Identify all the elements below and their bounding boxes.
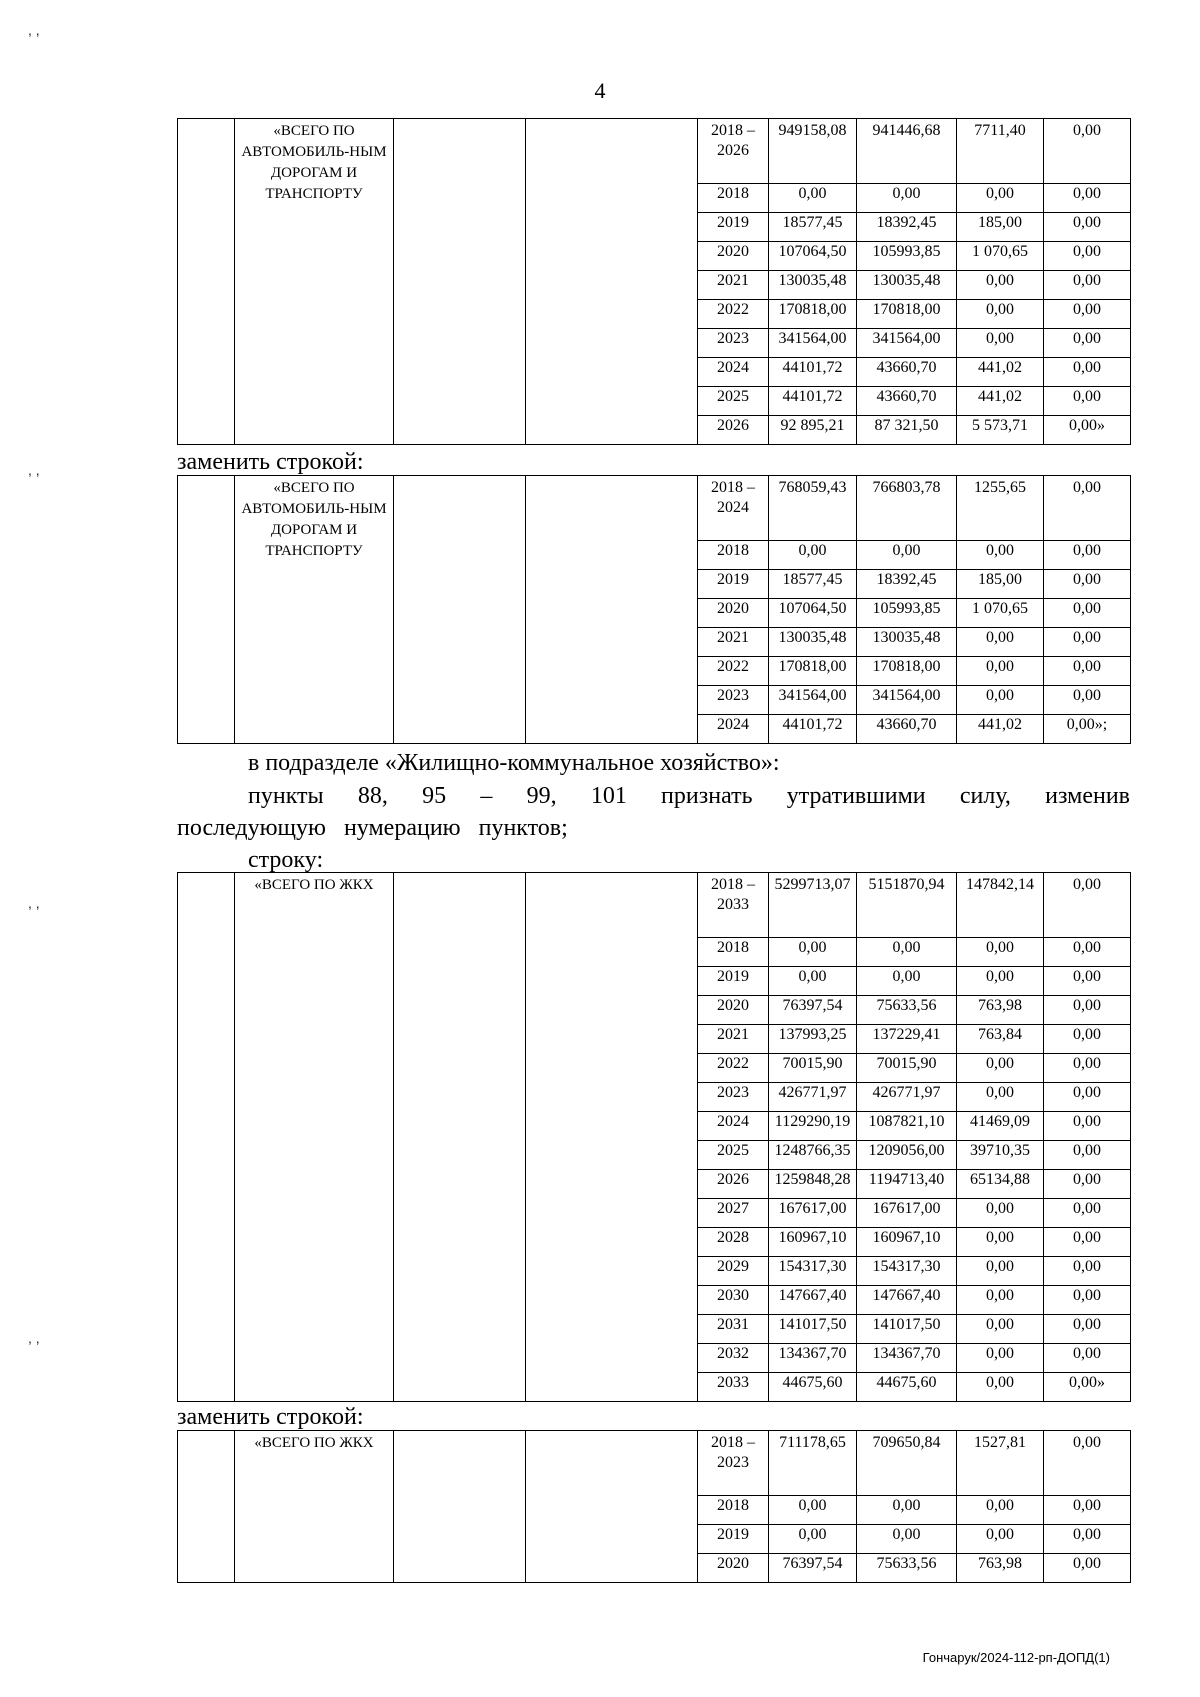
value-cell: 341564,00 bbox=[857, 686, 957, 715]
value-cell: 0,00 bbox=[1044, 329, 1131, 358]
value-cell: 0,00 bbox=[857, 541, 957, 570]
value-cell: 0,00 bbox=[1044, 184, 1131, 213]
value-cell: 0,00 bbox=[1044, 1228, 1131, 1257]
empty-cell bbox=[394, 873, 526, 1402]
value-cell: 0,00 bbox=[1044, 1315, 1131, 1344]
value-cell: 134367,70 bbox=[857, 1344, 957, 1373]
value-cell: 170818,00 bbox=[857, 657, 957, 686]
value-cell: 766803,78 bbox=[857, 476, 957, 541]
empty-cell bbox=[526, 873, 698, 1402]
year-cell: 2023 bbox=[698, 329, 769, 358]
value-cell: 0,00 bbox=[957, 1525, 1044, 1554]
value-cell: 0,00 bbox=[1044, 1286, 1131, 1315]
value-cell: 0,00 bbox=[957, 329, 1044, 358]
value-cell: 75633,56 bbox=[857, 996, 957, 1025]
year-cell: 2030 bbox=[698, 1286, 769, 1315]
points-paragraph bbox=[177, 780, 1130, 844]
empty-cell bbox=[394, 119, 526, 445]
year-cell: 2018 bbox=[698, 1496, 769, 1525]
value-cell: 160967,10 bbox=[857, 1228, 957, 1257]
year-cell: 2022 bbox=[698, 300, 769, 329]
year-cell: 2018 bbox=[698, 541, 769, 570]
financing-table bbox=[177, 872, 1131, 1402]
value-cell: 426771,97 bbox=[857, 1083, 957, 1112]
table-row bbox=[178, 119, 1131, 184]
empty-cell bbox=[526, 1431, 698, 1583]
year-cell: 2022 bbox=[698, 1054, 769, 1083]
year-cell: 2020 bbox=[698, 1554, 769, 1583]
value-cell: 0,00 bbox=[1044, 541, 1131, 570]
row-title-text: «ВСЕГО ПО АВТОМОБИЛЬ-НЫМ ДОРОГАМ И ТРАНСПОРТУ bbox=[241, 123, 387, 202]
value-cell: 0,00» bbox=[1044, 416, 1131, 445]
year-cell: 2018 bbox=[698, 938, 769, 967]
value-cell: 0,00 bbox=[957, 184, 1044, 213]
value-cell: 1 070,65 bbox=[957, 599, 1044, 628]
year-cell: 2019 bbox=[698, 1525, 769, 1554]
value-cell: 147667,40 bbox=[857, 1286, 957, 1315]
value-cell: 43660,70 bbox=[857, 715, 957, 744]
table-row bbox=[178, 1431, 1131, 1496]
value-cell: 130035,48 bbox=[769, 628, 857, 657]
number-cell bbox=[178, 1431, 235, 1583]
year-cell: 2024 bbox=[698, 1112, 769, 1141]
value-cell: 0,00 bbox=[1044, 387, 1131, 416]
value-cell: 341564,00 bbox=[769, 686, 857, 715]
value-cell: 0,00 bbox=[857, 938, 957, 967]
value-cell: 0,00 bbox=[1044, 1554, 1131, 1583]
value-cell: 92 895,21 bbox=[769, 416, 857, 445]
table-roads-new bbox=[177, 475, 1130, 744]
value-cell: 0,00 bbox=[1044, 873, 1131, 938]
value-cell: 170818,00 bbox=[769, 657, 857, 686]
value-cell: 18577,45 bbox=[769, 213, 857, 242]
value-cell: 0,00 bbox=[957, 1496, 1044, 1525]
value-cell: 0,00»; bbox=[1044, 715, 1131, 744]
value-cell: 0,00 bbox=[769, 938, 857, 967]
value-cell: 0,00 bbox=[957, 1083, 1044, 1112]
value-cell: 137229,41 bbox=[857, 1025, 957, 1054]
replace-heading-2: заменить строкой: bbox=[177, 1404, 364, 1430]
value-cell: 41469,09 bbox=[957, 1112, 1044, 1141]
value-cell: 0,00 bbox=[857, 184, 957, 213]
value-cell: 0,00 bbox=[957, 657, 1044, 686]
value-cell: 0,00 bbox=[1044, 1170, 1131, 1199]
value-cell: 0,00 bbox=[1044, 938, 1131, 967]
value-cell: 0,00 bbox=[857, 1496, 957, 1525]
value-cell: 0,00 bbox=[957, 1054, 1044, 1083]
value-cell: 76397,54 bbox=[769, 996, 857, 1025]
year-cell: 2019 bbox=[698, 570, 769, 599]
row-label: строку: bbox=[248, 847, 324, 873]
value-cell: 949158,08 bbox=[769, 119, 857, 184]
value-cell: 44675,60 bbox=[857, 1373, 957, 1402]
row-title bbox=[235, 119, 394, 445]
value-cell: 441,02 bbox=[957, 358, 1044, 387]
value-cell: 0,00 bbox=[957, 1344, 1044, 1373]
page-number: 4 bbox=[594, 78, 606, 103]
value-cell: 0,00 bbox=[1044, 686, 1131, 715]
value-cell: 0,00 bbox=[1044, 1496, 1131, 1525]
value-cell: 0,00 bbox=[1044, 1431, 1131, 1496]
value-cell: 0,00 bbox=[1044, 1525, 1131, 1554]
footer-reference: Гончарук/2024-112-рп-ДОПД(1) bbox=[922, 1650, 1110, 1665]
value-cell: 130035,48 bbox=[857, 628, 957, 657]
empty-cell bbox=[526, 119, 698, 445]
value-cell: 130035,48 bbox=[769, 271, 857, 300]
value-cell: 1255,65 bbox=[957, 476, 1044, 541]
value-cell: 5299713,07 bbox=[769, 873, 857, 938]
financing-table bbox=[177, 475, 1131, 744]
value-cell: 75633,56 bbox=[857, 1554, 957, 1583]
value-cell: 0,00 bbox=[957, 686, 1044, 715]
table-housing-old bbox=[177, 872, 1130, 1402]
value-cell: 167617,00 bbox=[769, 1199, 857, 1228]
value-cell: 5151870,94 bbox=[857, 873, 957, 938]
value-cell: 0,00 bbox=[769, 1525, 857, 1554]
number-cell bbox=[178, 119, 235, 445]
value-cell: 0,00 bbox=[1044, 119, 1131, 184]
value-cell: 441,02 bbox=[957, 715, 1044, 744]
value-cell: 65134,88 bbox=[957, 1170, 1044, 1199]
financing-table bbox=[177, 1430, 1131, 1583]
value-cell: 0,00 bbox=[1044, 1083, 1131, 1112]
year-cell: 2029 bbox=[698, 1257, 769, 1286]
year-cell: 2020 bbox=[698, 599, 769, 628]
value-cell: 160967,10 bbox=[769, 1228, 857, 1257]
scan-mark: , , bbox=[28, 462, 40, 478]
value-cell: 44101,72 bbox=[769, 358, 857, 387]
empty-cell bbox=[394, 1431, 526, 1583]
value-cell: 134367,70 bbox=[769, 1344, 857, 1373]
value-cell: 0,00 bbox=[1044, 1199, 1131, 1228]
value-cell: 0,00 bbox=[1044, 358, 1131, 387]
scan-mark: , , bbox=[28, 1330, 40, 1346]
table-row bbox=[178, 476, 1131, 541]
value-cell: 141017,50 bbox=[857, 1315, 957, 1344]
value-cell: 0,00 bbox=[1044, 1054, 1131, 1083]
value-cell: 18577,45 bbox=[769, 570, 857, 599]
value-cell: 18392,45 bbox=[857, 213, 957, 242]
value-cell: 941446,68 bbox=[857, 119, 957, 184]
value-cell: 0,00 bbox=[957, 1199, 1044, 1228]
financing-table bbox=[177, 118, 1131, 445]
year-cell: 2018 – 2024 bbox=[698, 476, 769, 541]
value-cell: 70015,90 bbox=[769, 1054, 857, 1083]
value-cell: 0,00 bbox=[957, 1315, 1044, 1344]
value-cell: 763,98 bbox=[957, 1554, 1044, 1583]
value-cell: 709650,84 bbox=[857, 1431, 957, 1496]
year-cell: 2024 bbox=[698, 715, 769, 744]
value-cell: 18392,45 bbox=[857, 570, 957, 599]
value-cell: 0,00 bbox=[957, 541, 1044, 570]
scan-mark: , , bbox=[28, 22, 40, 38]
value-cell: 0,00 bbox=[1044, 1141, 1131, 1170]
value-cell: 1087821,10 bbox=[857, 1112, 957, 1141]
value-cell: 1194713,40 bbox=[857, 1170, 957, 1199]
empty-cell bbox=[526, 476, 698, 744]
row-title-text: «ВСЕГО ПО ЖКХ bbox=[254, 877, 374, 893]
value-cell: 763,98 bbox=[957, 996, 1044, 1025]
value-cell: 70015,90 bbox=[857, 1054, 957, 1083]
value-cell: 0,00 bbox=[769, 1496, 857, 1525]
value-cell: 44675,60 bbox=[769, 1373, 857, 1402]
value-cell: 141017,50 bbox=[769, 1315, 857, 1344]
value-cell: 185,00 bbox=[957, 570, 1044, 599]
value-cell: 0,00 bbox=[857, 1525, 957, 1554]
year-cell: 2031 bbox=[698, 1315, 769, 1344]
year-cell: 2023 bbox=[698, 686, 769, 715]
value-cell: 137993,25 bbox=[769, 1025, 857, 1054]
year-cell: 2018 – 2033 bbox=[698, 873, 769, 938]
table-housing-new bbox=[177, 1430, 1130, 1583]
value-cell: 185,00 bbox=[957, 213, 1044, 242]
value-cell: 1527,81 bbox=[957, 1431, 1044, 1496]
row-title bbox=[235, 1431, 394, 1583]
value-cell: 0,00 bbox=[957, 938, 1044, 967]
value-cell: 170818,00 bbox=[857, 300, 957, 329]
value-cell: 105993,85 bbox=[857, 242, 957, 271]
row-title-text: «ВСЕГО ПО АВТОМОБИЛЬ-НЫМ ДОРОГАМ И ТРАНСПОРТУ bbox=[241, 480, 387, 559]
row-title bbox=[235, 476, 394, 744]
value-cell: 0,00 bbox=[769, 967, 857, 996]
value-cell: 0,00 bbox=[769, 541, 857, 570]
year-cell: 2019 bbox=[698, 967, 769, 996]
value-cell: 0,00 bbox=[1044, 1257, 1131, 1286]
year-cell: 2024 bbox=[698, 358, 769, 387]
value-cell: 130035,48 bbox=[857, 271, 957, 300]
row-title bbox=[235, 873, 394, 1402]
value-cell: 167617,00 bbox=[857, 1199, 957, 1228]
year-cell: 2021 bbox=[698, 628, 769, 657]
value-cell: 0,00 bbox=[957, 271, 1044, 300]
value-cell: 426771,97 bbox=[769, 1083, 857, 1112]
year-cell: 2025 bbox=[698, 1141, 769, 1170]
value-cell: 0,00 bbox=[957, 967, 1044, 996]
value-cell: 5 573,71 bbox=[957, 416, 1044, 445]
value-cell: 0,00 bbox=[769, 184, 857, 213]
value-cell: 44101,72 bbox=[769, 387, 857, 416]
year-cell: 2032 bbox=[698, 1344, 769, 1373]
year-cell: 2033 bbox=[698, 1373, 769, 1402]
year-cell: 2019 bbox=[698, 213, 769, 242]
value-cell: 0,00 bbox=[1044, 476, 1131, 541]
value-cell: 44101,72 bbox=[769, 715, 857, 744]
table-roads-old bbox=[177, 118, 1130, 445]
value-cell: 0,00 bbox=[1044, 996, 1131, 1025]
value-cell: 1209056,00 bbox=[857, 1141, 957, 1170]
value-cell: 170818,00 bbox=[769, 300, 857, 329]
value-cell: 0,00 bbox=[1044, 1112, 1131, 1141]
year-cell: 2022 bbox=[698, 657, 769, 686]
value-cell: 1248766,35 bbox=[769, 1141, 857, 1170]
value-cell: 763,84 bbox=[957, 1025, 1044, 1054]
value-cell: 341564,00 bbox=[857, 329, 957, 358]
value-cell: 76397,54 bbox=[769, 1554, 857, 1583]
value-cell: 0,00 bbox=[957, 1257, 1044, 1286]
value-cell: 154317,30 bbox=[857, 1257, 957, 1286]
year-cell: 2021 bbox=[698, 1025, 769, 1054]
value-cell: 39710,35 bbox=[957, 1141, 1044, 1170]
number-cell bbox=[178, 476, 235, 744]
table-row bbox=[178, 873, 1131, 938]
empty-cell bbox=[394, 476, 526, 744]
value-cell: 0,00 bbox=[957, 1373, 1044, 1402]
year-cell: 2021 bbox=[698, 271, 769, 300]
year-cell: 2027 bbox=[698, 1199, 769, 1228]
value-cell: 147842,14 bbox=[957, 873, 1044, 938]
year-cell: 2020 bbox=[698, 242, 769, 271]
value-cell: 1259848,28 bbox=[769, 1170, 857, 1199]
value-cell: 0,00 bbox=[957, 1286, 1044, 1315]
points-text: пункты 88, 95 – 99, 101 признать утратившими силу, изменив последующую нумерацию пунктов; bbox=[177, 783, 1130, 841]
value-cell: 1 070,65 bbox=[957, 242, 1044, 271]
value-cell: 0,00 bbox=[1044, 657, 1131, 686]
year-cell: 2026 bbox=[698, 1170, 769, 1199]
value-cell: 147667,40 bbox=[769, 1286, 857, 1315]
value-cell: 0,00 bbox=[1044, 242, 1131, 271]
value-cell: 0,00 bbox=[1044, 599, 1131, 628]
value-cell: 0,00 bbox=[1044, 628, 1131, 657]
value-cell: 7711,40 bbox=[957, 119, 1044, 184]
year-cell: 2023 bbox=[698, 1083, 769, 1112]
value-cell: 154317,30 bbox=[769, 1257, 857, 1286]
value-cell: 0,00 bbox=[1044, 271, 1131, 300]
year-cell: 2026 bbox=[698, 416, 769, 445]
row-title-text: «ВСЕГО ПО ЖКХ bbox=[254, 1435, 374, 1451]
value-cell: 711178,65 bbox=[769, 1431, 857, 1496]
value-cell: 107064,50 bbox=[769, 599, 857, 628]
value-cell: 43660,70 bbox=[857, 387, 957, 416]
value-cell: 768059,43 bbox=[769, 476, 857, 541]
value-cell: 341564,00 bbox=[769, 329, 857, 358]
value-cell: 0,00 bbox=[957, 1228, 1044, 1257]
year-cell: 2018 – 2023 bbox=[698, 1431, 769, 1496]
number-cell bbox=[178, 873, 235, 1402]
value-cell: 0,00 bbox=[1044, 1344, 1131, 1373]
value-cell: 1129290,19 bbox=[769, 1112, 857, 1141]
value-cell: 441,02 bbox=[957, 387, 1044, 416]
year-cell: 2028 bbox=[698, 1228, 769, 1257]
year-cell: 2018 – 2026 bbox=[698, 119, 769, 184]
replace-heading-1: заменить строкой: bbox=[177, 449, 364, 475]
value-cell: 0,00 bbox=[857, 967, 957, 996]
value-cell: 0,00 bbox=[957, 628, 1044, 657]
value-cell: 0,00 bbox=[1044, 967, 1131, 996]
value-cell: 105993,85 bbox=[857, 599, 957, 628]
value-cell: 0,00 bbox=[957, 300, 1044, 329]
value-cell: 0,00 bbox=[1044, 300, 1131, 329]
value-cell: 0,00 bbox=[1044, 213, 1131, 242]
year-cell: 2020 bbox=[698, 996, 769, 1025]
scan-mark: , , bbox=[28, 895, 40, 911]
value-cell: 87 321,50 bbox=[857, 416, 957, 445]
value-cell: 107064,50 bbox=[769, 242, 857, 271]
value-cell: 0,00 bbox=[1044, 1025, 1131, 1054]
subsection-heading: в подразделе «Жилищно-коммунальное хозяйство»: bbox=[248, 750, 780, 776]
year-cell: 2025 bbox=[698, 387, 769, 416]
value-cell: 43660,70 bbox=[857, 358, 957, 387]
value-cell: 0,00» bbox=[1044, 1373, 1131, 1402]
value-cell: 0,00 bbox=[1044, 570, 1131, 599]
year-cell: 2018 bbox=[698, 184, 769, 213]
